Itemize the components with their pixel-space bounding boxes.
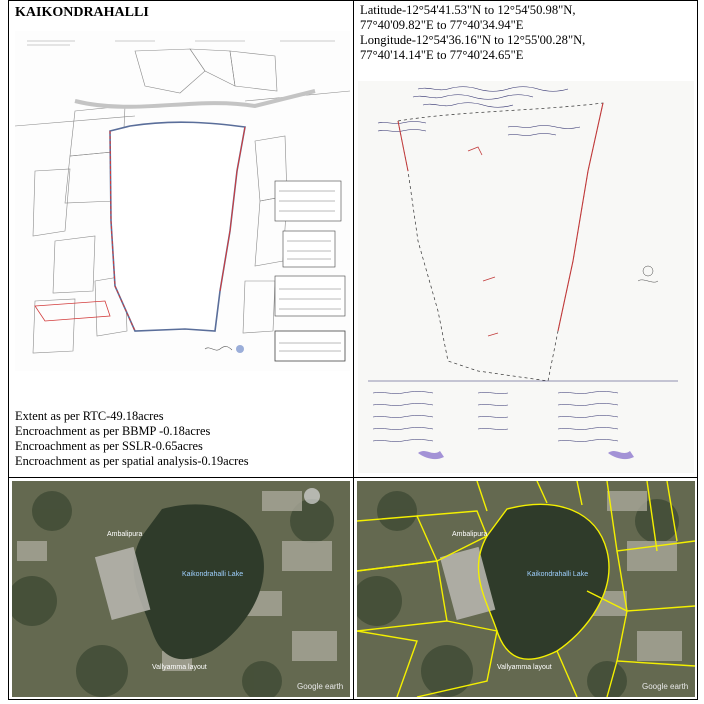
fact-encroachment-sslr: Encroachment as per SSLR-0.65acres: [15, 439, 203, 453]
survey-map-image: [15, 31, 350, 371]
latitude-line-2: 77°40'09.82"E to 77°40'34.94"E: [360, 18, 524, 32]
fact-encroachment-bbmp: Encroachment as per BBMP -0.18acres: [15, 424, 211, 438]
sat-label-locality-bottom: Vallyamma layout: [152, 664, 207, 671]
fact-extent-rtc: Extent as per RTC-49.18acres: [15, 409, 164, 423]
document-table: [8, 0, 698, 700]
sat2-label-locality-bottom: Vallyamma layout: [497, 664, 552, 671]
sat-label-locality-top: Ambalipura: [107, 531, 143, 538]
sat-watermark: Google earth: [297, 682, 344, 691]
sat-label-lake: Kaikondrahalli Lake: [182, 571, 244, 578]
satellite-overlay-cell: [353, 477, 698, 700]
sat2-label-locality-top: Ambalipura: [452, 531, 488, 538]
facts-list: [15, 409, 249, 469]
longitude-line-2: 77°40'14.14"E to 77°40'24.65"E: [360, 48, 524, 62]
sketch-cell: [353, 0, 698, 478]
satellite-image: [12, 481, 350, 697]
fact-encroachment-spatial: Encroachment as per spatial analysis-0.19acres: [15, 454, 249, 468]
longitude-line-1: Longitude-12°54'36.16"N to 12°55'00.28"N,: [360, 33, 586, 47]
hand-sketch-image: [358, 81, 694, 473]
survey-map-cell: [8, 0, 354, 478]
sat2-watermark: Google earth: [642, 682, 689, 691]
latitude-line-1: Latitude-12°54'41.53"N to 12°54'50.98"N,: [360, 3, 576, 17]
sat2-label-lake: Kaikondrahalli Lake: [527, 571, 589, 578]
coordinates-block: [360, 3, 695, 63]
village-title: KAIKONDRAHALLI: [15, 5, 149, 20]
satellite-cell: [8, 477, 354, 700]
satellite-overlay-image: [357, 481, 695, 697]
